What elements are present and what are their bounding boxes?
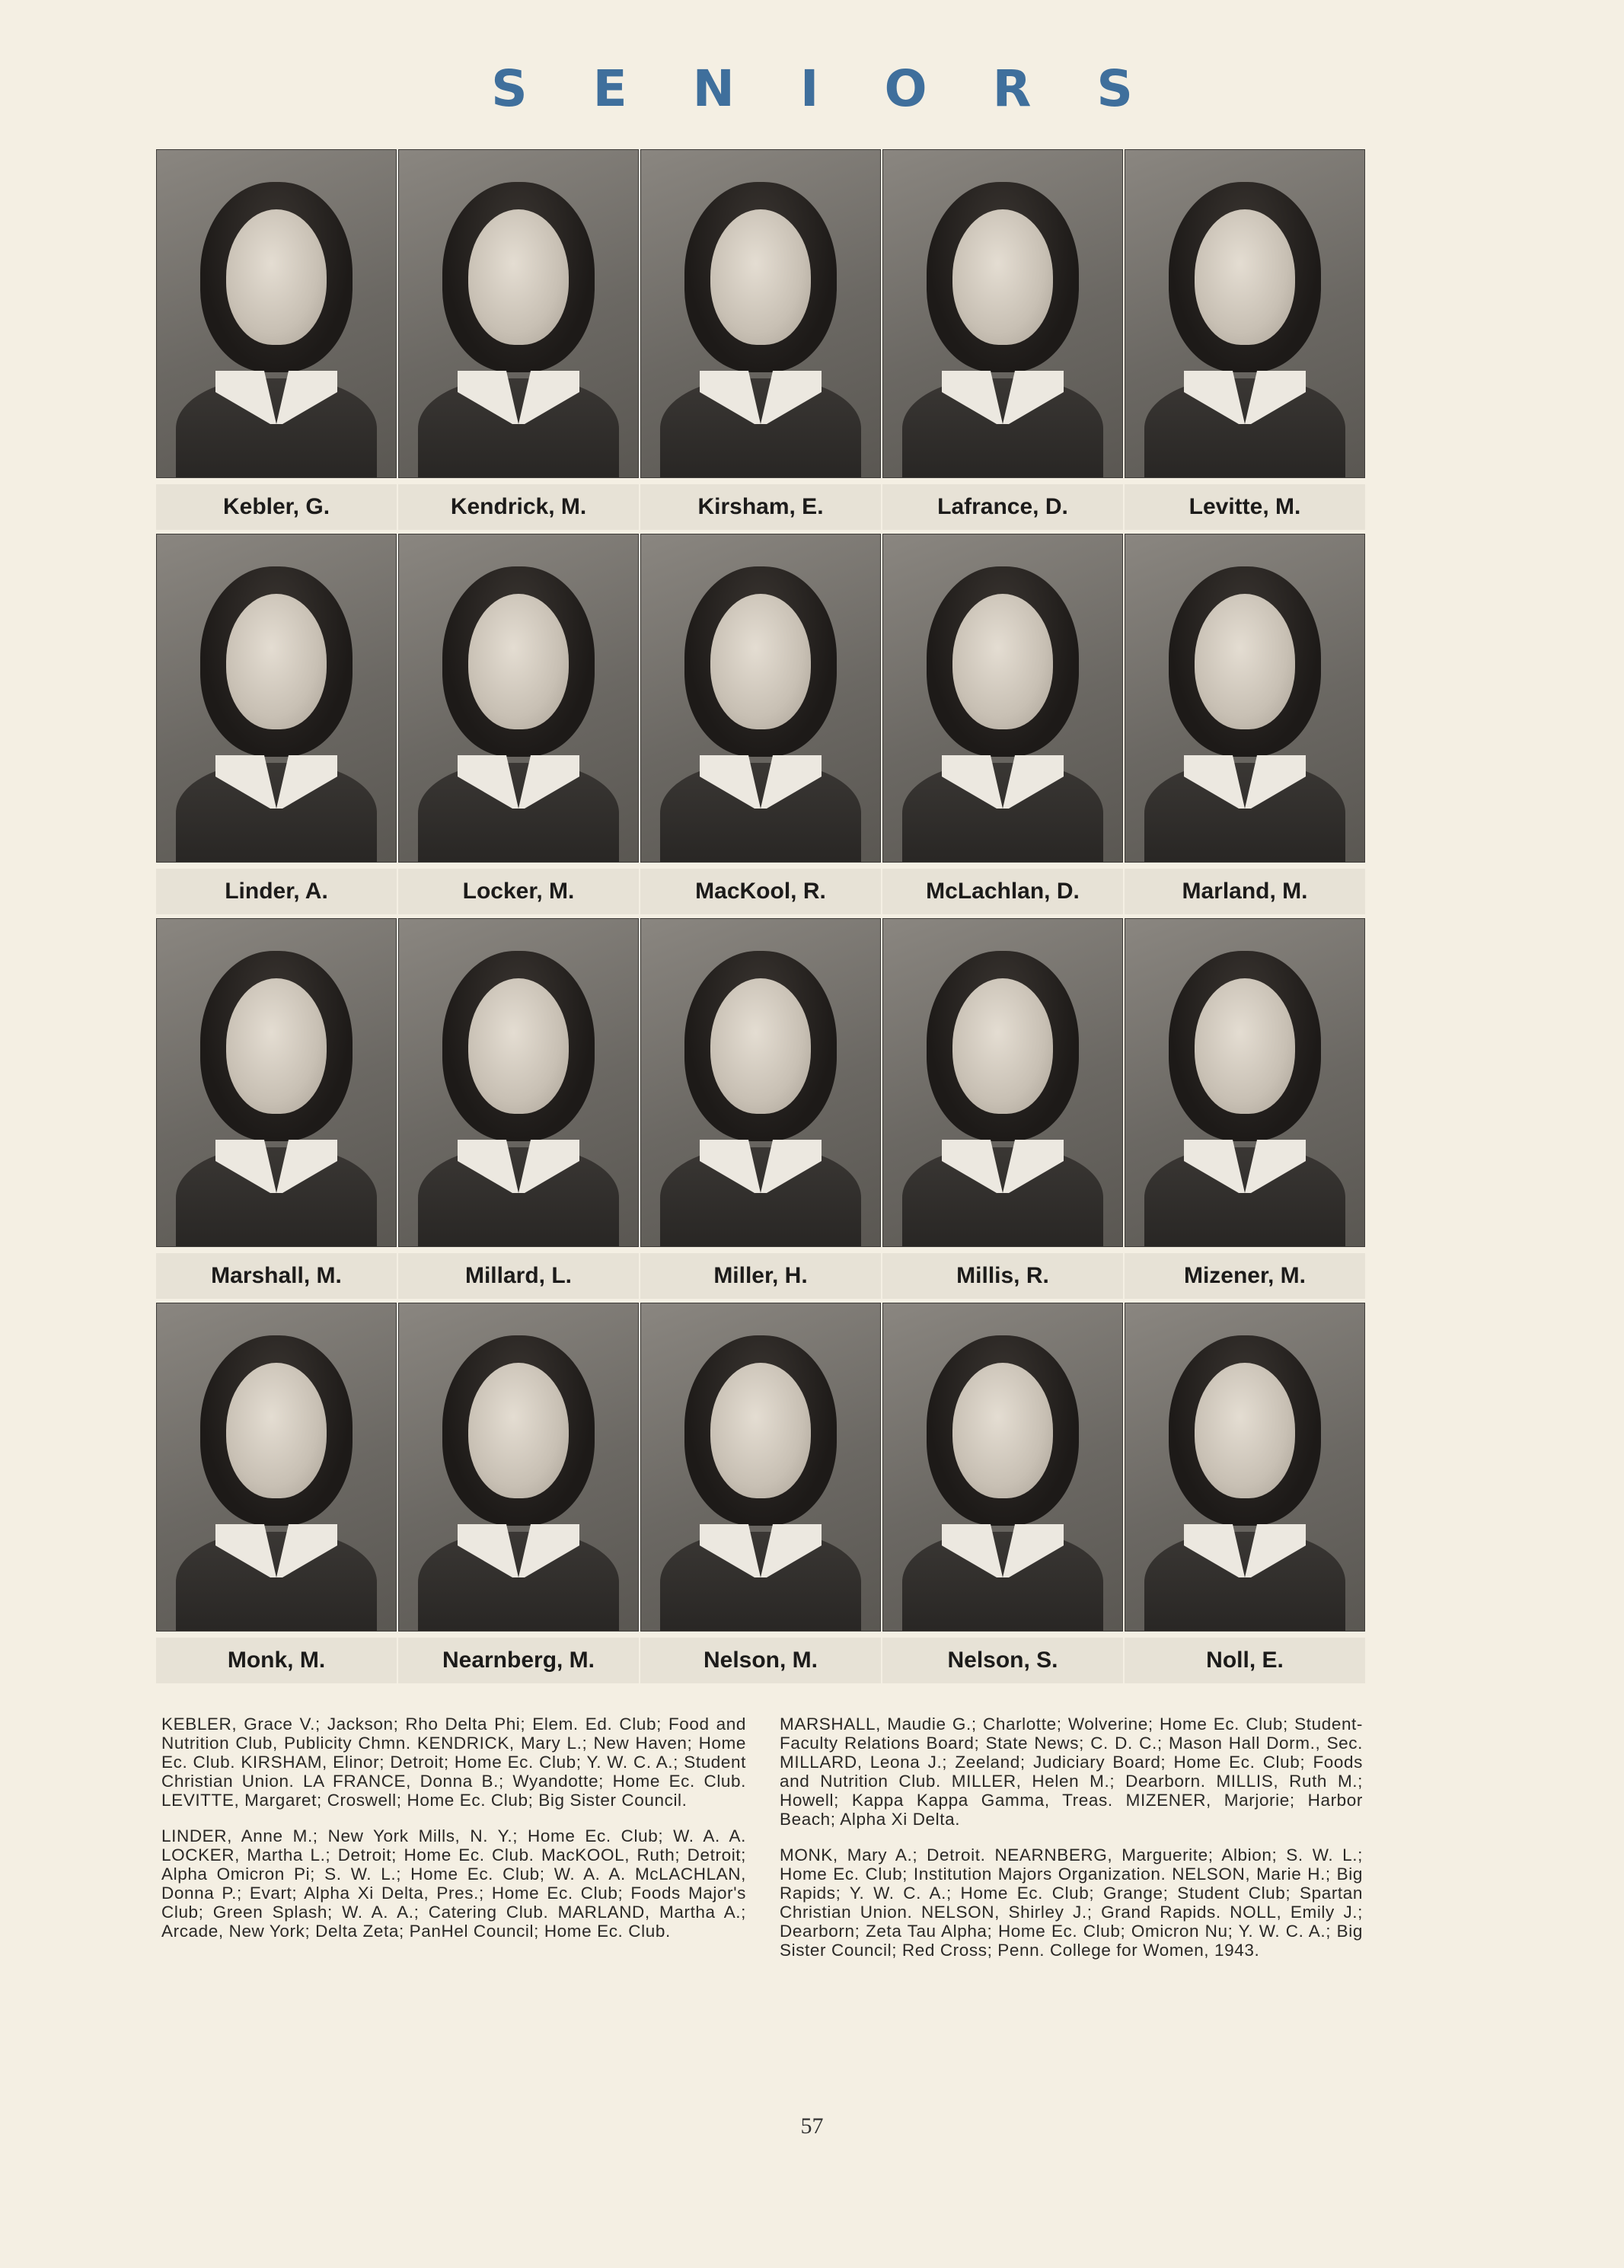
portrait-photo bbox=[882, 534, 1123, 863]
portrait-photo bbox=[156, 534, 397, 863]
page-title: SENIORS bbox=[491, 59, 1198, 118]
portrait-card bbox=[882, 918, 1123, 1301]
portrait-photo bbox=[156, 149, 397, 478]
portrait-card bbox=[398, 918, 639, 1301]
portrait-photo bbox=[640, 534, 881, 863]
bio-paragraph: KEBLER, Grace V.; Jackson; Rho Delta Phi; Elem. Ed. Club; Food and Nutrition Club, Publicity Chmn. KENDRICK, Mary L.; New Haven; Home Ec. Club. KIRSHAM, Elinor; Detroit; Home Ec. Club; Y. W. C. A.; Student Christian Union. LA FRANCE, Donna B.; Wyandotte; Home Ec. Club. LEVITTE, Margaret; Croswell; Home Ec. Club; Big Sister Council. bbox=[161, 1715, 746, 1810]
portrait-name: Levitte, M. bbox=[1125, 484, 1365, 530]
portrait-photo bbox=[882, 918, 1123, 1247]
portrait-photo bbox=[398, 149, 639, 478]
portrait-photo bbox=[1125, 534, 1365, 863]
portrait-card bbox=[1125, 918, 1365, 1301]
portrait-name: Nelson, M. bbox=[640, 1638, 881, 1683]
portrait-card bbox=[398, 534, 639, 917]
portrait-card bbox=[1125, 149, 1365, 532]
portrait-name: Millis, R. bbox=[882, 1253, 1123, 1299]
portrait-photo bbox=[640, 918, 881, 1247]
portrait-name: Mizener, M. bbox=[1125, 1253, 1365, 1299]
portrait-photo bbox=[882, 1303, 1123, 1632]
portrait-card bbox=[882, 149, 1123, 532]
portrait-photo bbox=[398, 918, 639, 1247]
portrait-name: Kendrick, M. bbox=[398, 484, 639, 530]
portrait-name: Nelson, S. bbox=[882, 1638, 1123, 1683]
portrait-card bbox=[640, 149, 881, 532]
portrait-photo bbox=[156, 1303, 397, 1632]
bio-paragraph: LINDER, Anne M.; New York Mills, N. Y.; Home Ec. Club; W. A. A. LOCKER, Martha L.; Detroit; Home Ec. Club. MacKOOL, Ruth; Detroit; Alpha Omicron Pi; S. W. L.; Home Ec. Club; W. A. A. McLACHLAN, Donna P.; Evart; Alpha Xi Delta, Pres.; Home Ec. Club; Foods Major's Club; Green Splash; W. A. A.; Catering Club. MARLAND, Martha A.; Arcade, New York; Delta Zeta; PanHel Council; Home Ec. Club. bbox=[161, 1826, 746, 1941]
portrait-card bbox=[156, 1303, 397, 1686]
portrait-name: Kirsham, E. bbox=[640, 484, 881, 530]
page-number: 57 bbox=[800, 2113, 824, 2139]
portrait-card bbox=[1125, 1303, 1365, 1686]
portrait-grid bbox=[156, 149, 1365, 1687]
bio-column-right bbox=[780, 1715, 1363, 1976]
portrait-name: Millard, L. bbox=[398, 1253, 639, 1299]
portrait-card bbox=[156, 534, 397, 917]
portrait-card bbox=[640, 534, 881, 917]
portrait-name: Miller, H. bbox=[640, 1253, 881, 1299]
portrait-photo bbox=[398, 534, 639, 863]
portrait-card bbox=[640, 918, 881, 1301]
portrait-photo bbox=[1125, 149, 1365, 478]
portrait-name: Monk, M. bbox=[156, 1638, 397, 1683]
portrait-photo bbox=[156, 918, 397, 1247]
portrait-name: Locker, M. bbox=[398, 869, 639, 914]
portrait-name: MacKool, R. bbox=[640, 869, 881, 914]
bio-column-left bbox=[161, 1715, 746, 1957]
bio-paragraph: MARSHALL, Maudie G.; Charlotte; Wolverine; Home Ec. Club; Student-Faculty Relations Board; State News; C. D. C.; Mason Hall Dorm., Sec. MILLARD, Leona J.; Zeeland; Judiciary Board; Home Ec. Club; Foods and Nutrition Club. MILLER, Helen M.; Dearborn. MILLIS, Ruth M.; Howell; Kappa Kappa Gamma, Treas. MIZENER, Marjorie; Harbor Beach; Alpha Xi Delta. bbox=[780, 1715, 1363, 1829]
portrait-photo bbox=[882, 149, 1123, 478]
portrait-card bbox=[156, 149, 397, 532]
portrait-row bbox=[156, 918, 1365, 1301]
portrait-photo bbox=[1125, 1303, 1365, 1632]
portrait-photo bbox=[1125, 918, 1365, 1247]
portrait-card bbox=[398, 1303, 639, 1686]
portrait-name: Noll, E. bbox=[1125, 1638, 1365, 1683]
portrait-card bbox=[640, 1303, 881, 1686]
portrait-card bbox=[882, 1303, 1123, 1686]
portrait-name: McLachlan, D. bbox=[882, 869, 1123, 914]
portrait-card bbox=[156, 918, 397, 1301]
portrait-photo bbox=[640, 1303, 881, 1632]
portrait-photo bbox=[640, 149, 881, 478]
portrait-card bbox=[882, 534, 1123, 917]
portrait-name: Kebler, G. bbox=[156, 484, 397, 530]
portrait-row bbox=[156, 534, 1365, 917]
portrait-row bbox=[156, 149, 1365, 532]
portrait-name: Nearnberg, M. bbox=[398, 1638, 639, 1683]
portrait-row bbox=[156, 1303, 1365, 1686]
portrait-name: Marshall, M. bbox=[156, 1253, 397, 1299]
portrait-name: Linder, A. bbox=[156, 869, 397, 914]
portrait-name: Lafrance, D. bbox=[882, 484, 1123, 530]
portrait-name: Marland, M. bbox=[1125, 869, 1365, 914]
bio-paragraph: MONK, Mary A.; Detroit. NEARNBERG, Marguerite; Albion; S. W. L.; Home Ec. Club; Institution Majors Organization. NELSON, Marie H.; Big Rapids; Y. W. C. A.; Home Ec. Club; Grange; Student Club; Spartan Christian Union. NELSON, Shirley J.; Grand Rapids. NOLL, Emily J.; Dearborn; Zeta Tau Alpha; Home Ec. Club; Omicron Nu; Y. W. C. A.; Big Sister Council; Red Cross; Penn. College for Women, 1943. bbox=[780, 1845, 1363, 1960]
portrait-photo bbox=[398, 1303, 639, 1632]
portrait-card bbox=[1125, 534, 1365, 917]
portrait-card bbox=[398, 149, 639, 532]
